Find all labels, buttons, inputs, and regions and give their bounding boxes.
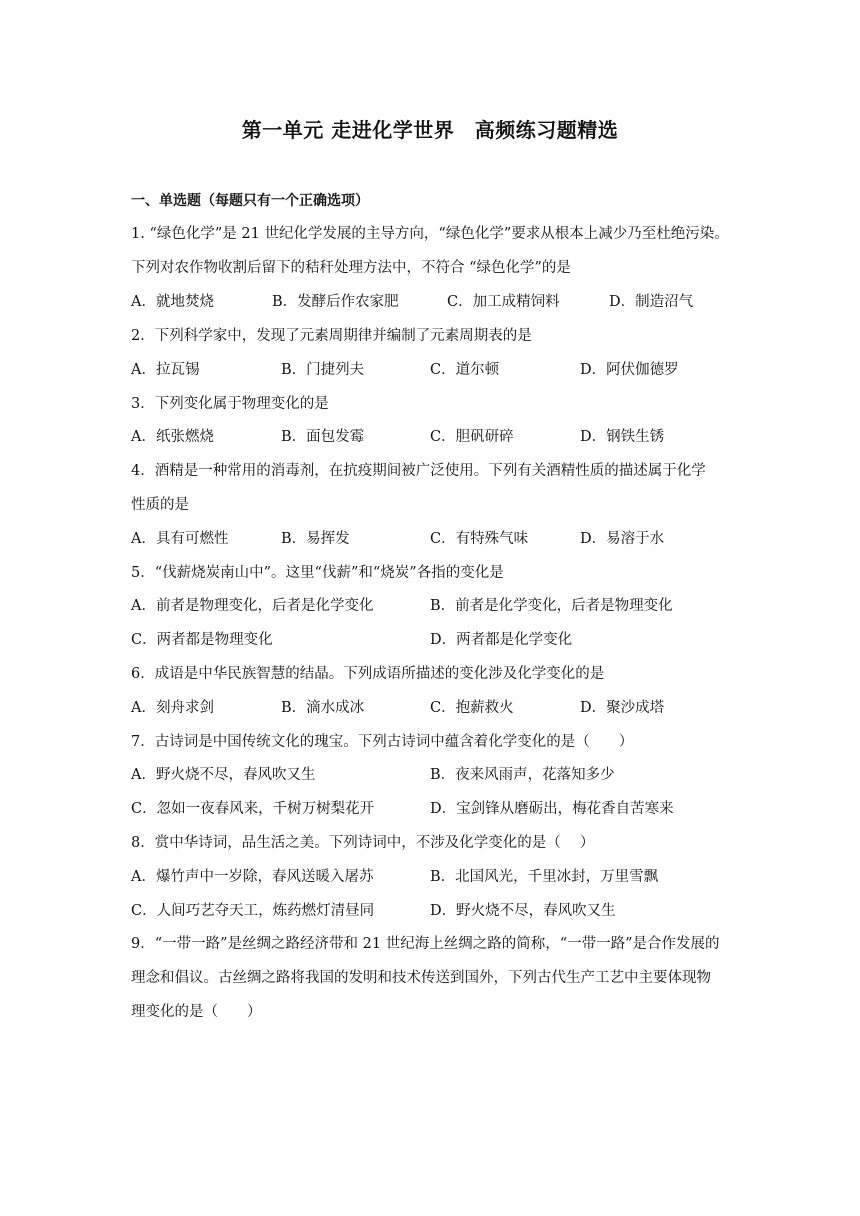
question-5-line-1: 5．“伐薪烧炭南山中”。这里“伐薪”和“烧炭”各指的变化是 (131, 565, 504, 581)
question-4-option-c: C．有特殊气味 (430, 531, 529, 547)
question-8-line-1: 8．赏中华诗词，品生活之美。下列诗词中，不涉及化学变化的是（ ） (131, 835, 595, 851)
question-6-option-a: A．刻舟求剑 (131, 700, 214, 716)
question-6-line-1: 6．成语是中华民族智慧的结晶。下列成语所描述的变化涉及化学变化的是 (131, 666, 605, 682)
question-4-line-1: 4．酒精是一种常用的消毒剂，在抗疫期间被广泛使用。下列有关酒精性质的描述属于化学 (131, 463, 706, 479)
question-7-line-1: 7．古诗词是中国传统文化的瑰宝。下列古诗词中蕴含着化学变化的是（ ） (131, 734, 634, 750)
question-7-option-d: D．宝剑锋从磨砺出，梅花香自苦寒来 (430, 801, 674, 817)
question-7-option-b: B．夜来风雨声，花落知多少 (430, 767, 615, 783)
question-8-option-a: A．爆竹声中一岁除，春风送暖入屠苏 (131, 869, 374, 885)
question-5-option-b: B．前者是化学变化，后者是物理变化 (430, 598, 673, 614)
question-5-option-a: A．前者是物理变化，后者是化学变化 (131, 598, 374, 614)
question-6-option-c: C．抱薪救火 (430, 700, 514, 716)
question-7-option-c: C．忽如一夜春风来，千树万树梨花开 (131, 801, 375, 817)
question-9-line-1: 9．“一带一路”是丝绸之路经济带和 21 世纪海上丝绸之路的简称，“一带一路”是合作发展的 (131, 936, 720, 952)
question-1-option-d: D．制造沼气 (609, 294, 694, 310)
question-6-option-b: B．滴水成冰 (281, 700, 365, 716)
question-1-option-b: B．发酵后作农家肥 (272, 294, 399, 310)
question-8-option-d: D．野火烧不尽，春风吹又生 (430, 903, 616, 919)
question-1-line-1: 1. “绿色化学”是 21 世纪化学发展的主导方向，“绿色化学”要求从根本上减少乃至杜绝污染。 (131, 226, 729, 242)
question-8-option-b: B．北国风光，千里冰封，万里雪飘 (430, 869, 659, 885)
question-1-option-c: C．加工成精饲料 (447, 294, 560, 310)
question-9-line-2: 理念和倡议。古丝绸之路将我国的发明和技术传送到国外，下列古代生产工艺中主要体现物 (131, 970, 711, 986)
question-2-option-a: A．拉瓦锡 (131, 362, 200, 378)
question-3-option-a: A．纸张燃烧 (131, 429, 214, 445)
question-2-option-b: B．门捷列夫 (281, 362, 365, 378)
question-1-option-a: A．就地焚烧 (131, 294, 214, 310)
question-9-line-3: 理变化的是（ ） (131, 1004, 262, 1020)
section-heading: 一、单选题（每题只有一个正确选项） (131, 193, 369, 209)
question-7-option-a: A．野火烧不尽，春风吹又生 (131, 767, 316, 783)
question-1-line-2: 下列对农作物收割后留下的秸秆处理方法中，不符合 “绿色化学”的是 (131, 260, 571, 276)
question-8-option-c: C．人间巧艺夺天工，炼药燃灯清昼同 (131, 903, 375, 919)
question-5-option-c: C．两者都是物理变化 (131, 632, 273, 648)
question-3-line-1: 3．下列变化属于物理变化的是 (131, 396, 329, 412)
page-title: 第一单元 走进化学世界 高频练习题精选 (241, 118, 619, 142)
question-3-option-d: D．钢铁生锈 (580, 429, 665, 445)
question-3-option-c: C．胆矾研碎 (430, 429, 514, 445)
question-4-line-2: 性质的是 (131, 497, 189, 513)
question-2-line-1: 2．下列科学家中，发现了元素周期律并编制了元素周期表的是 (131, 328, 532, 344)
question-4-option-a: A．具有可燃性 (131, 531, 229, 547)
question-3-option-b: B．面包发霉 (281, 429, 365, 445)
question-2-option-c: C．道尔顿 (430, 362, 500, 378)
question-2-option-d: D．阿伏伽德罗 (580, 362, 679, 378)
question-5-option-d: D．两者都是化学变化 (430, 632, 573, 648)
question-4-option-b: B．易挥发 (281, 531, 350, 547)
question-4-option-d: D．易溶于水 (580, 531, 665, 547)
question-6-option-d: D．聚沙成塔 (580, 700, 665, 716)
